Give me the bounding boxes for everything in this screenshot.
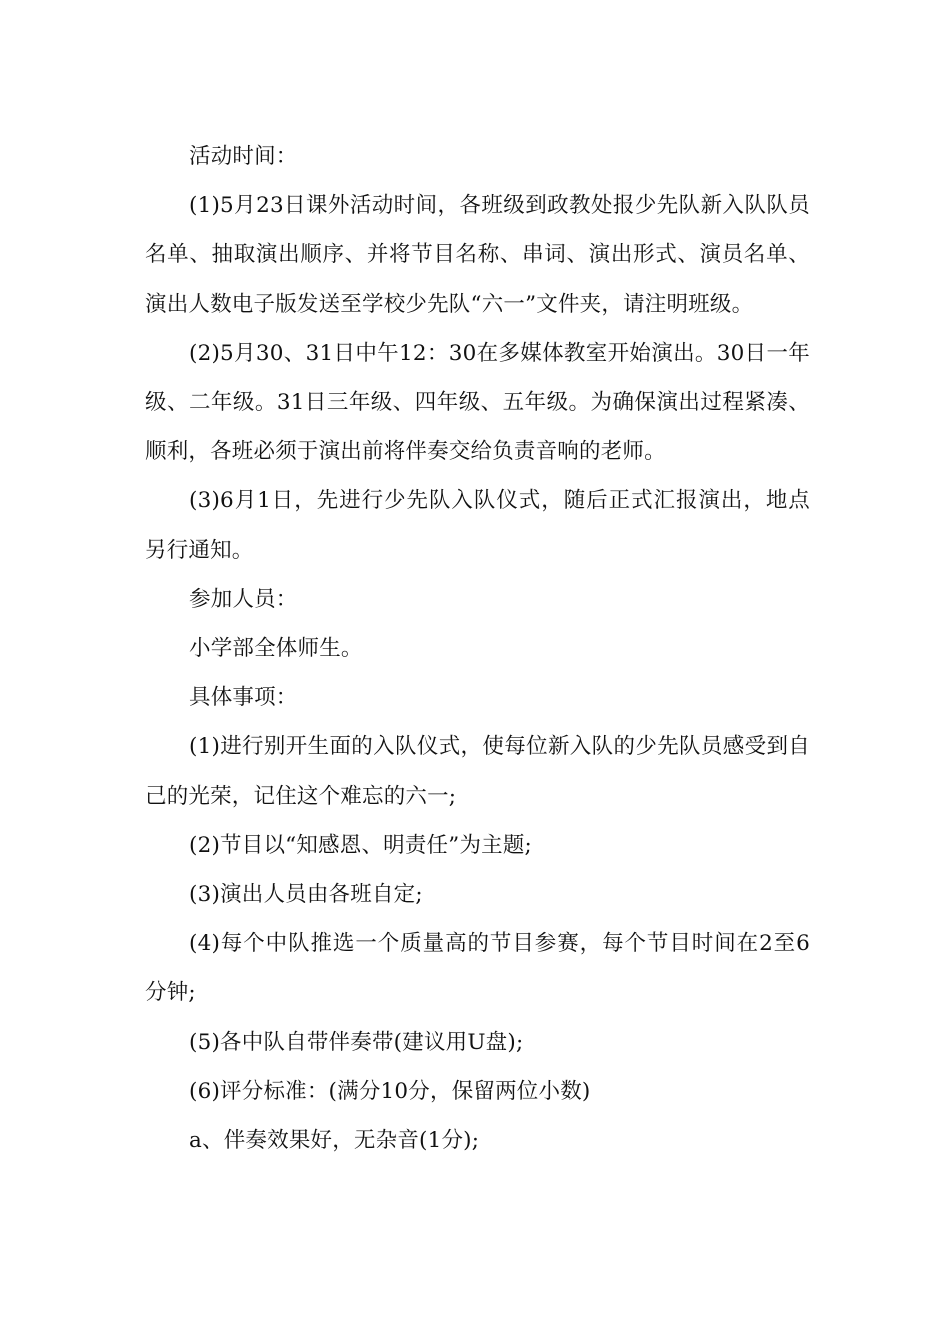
paragraph-activity-time-1: (1)5月23日课外活动时间，各班级到政教处报少先队新入队队员名单、抽取演出顺序、并将节目名称、串词、演出形式、演员名单、演出人数电子版发送至学校少先队“六一”文件夹，请注明班级。 [145,193,810,317]
paragraph-detail-5: (5)各中队自带伴奏带(建议用U盘); [189,1029,524,1055]
paragraph-detail-3: (3)演出人员由各班自定; [189,882,423,908]
paragraph-activity-time-3: (3)6月1日，先进行少先队入队仪式，随后正式汇报演出，地点另行通知。 [145,488,810,563]
heading-details: 具体事项： [189,685,298,711]
paragraph-detail-2: (2)节目以“知感恩、明责任”为主题; [189,832,532,858]
paragraph-participants: 小学部全体师生。 [189,636,363,662]
paragraph-detail-4: (4)每个中队推选一个质量高的节目参赛，每个节目时间在2至6分钟; [145,931,810,1006]
heading-activity-time: 活动时间： [189,144,298,169]
heading-participants: 参加人员： [189,586,298,612]
document-body [145,132,810,1165]
paragraph-detail-6: (6)评分标准：(满分10分，保留两位小数) [189,1078,591,1104]
paragraph-activity-time-2: (2)5月30、31日中午12：30在多媒体教室开始演出。30日一年级、二年级。31日三年级、四年级、五年级。为确保演出过程紧凑、顺利，各班必须于演出前将伴奏交给负责音响的老师。 [145,340,810,465]
paragraph-detail-1: (1)进行别开生面的入队仪式，使每位新入队的少先队员感受到自己的光荣，记住这个难忘的六一; [145,734,810,809]
paragraph-scoring-a: a、伴奏效果好，无杂音(1分); [189,1128,480,1154]
